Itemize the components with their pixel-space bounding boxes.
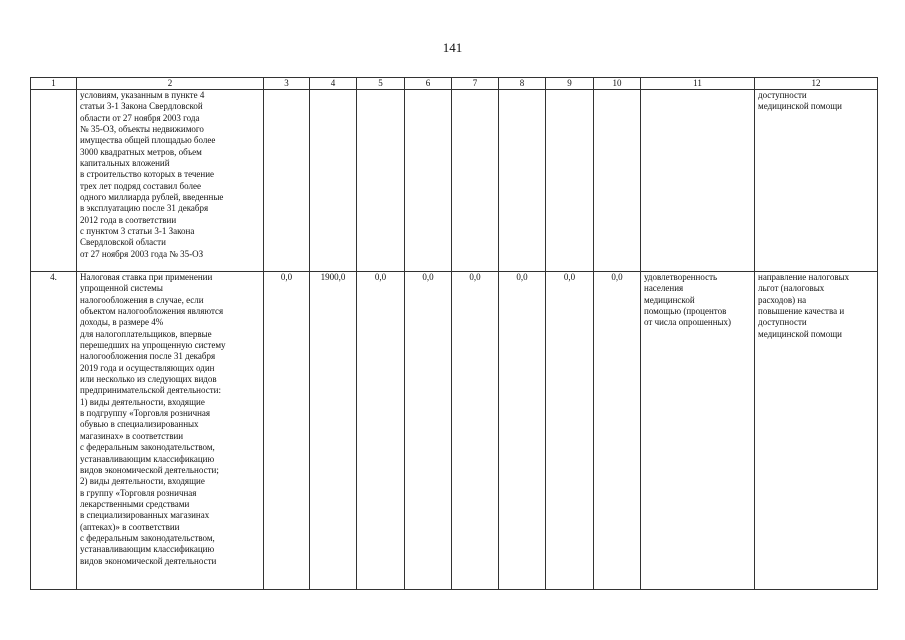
- description-line: от 27 ноября 2003 года № 35-ОЗ: [80, 248, 204, 259]
- direction-line: направление налоговых: [758, 272, 850, 282]
- description-line: одного миллиарда рублей, введенные: [80, 192, 224, 203]
- indicator-line: удовлетворенность: [644, 272, 718, 282]
- description-line: устанавливающим классификацию: [80, 544, 215, 555]
- description-line: перешедших на упрощенную систему: [80, 340, 226, 351]
- description-line: устанавливающим классификацию: [80, 453, 215, 464]
- direction-line: льгот (налоговых: [758, 283, 825, 294]
- description-line: 2012 года в соответствии: [80, 214, 177, 225]
- value-col-7: 0,0: [452, 272, 499, 590]
- value-col-5: [357, 90, 405, 272]
- value-col-5: 0,0: [357, 272, 405, 590]
- description-line: налогообложения в случае, если: [80, 294, 204, 305]
- value-col-8: [499, 90, 546, 272]
- description-line: предпринимательской деятельности:: [80, 385, 221, 396]
- value-col-6: [405, 90, 452, 272]
- description-line: с федеральным законодательством,: [80, 532, 215, 543]
- description-line: статьи 3-1 Закона Свердловской: [80, 101, 203, 112]
- direction-line: доступности: [758, 90, 807, 100]
- direction-line: расходов) на: [758, 294, 807, 305]
- value-col-3: 0,0: [264, 272, 310, 590]
- description-line: объектом налогообложения являются: [80, 306, 224, 317]
- description-line: упрощенной системы: [80, 283, 163, 294]
- indicator-cell: [641, 272, 755, 590]
- direction-line: медицинской помощи: [758, 328, 842, 339]
- row-description: [77, 272, 264, 590]
- value-col-6: 0,0: [405, 272, 452, 590]
- description-line: области от 27 ноября 2003 года: [80, 112, 200, 123]
- row-description: [77, 90, 264, 272]
- header-col-1: 1: [31, 78, 77, 90]
- header-col-5: 5: [357, 78, 405, 90]
- direction-line: медицинской помощи: [758, 101, 842, 112]
- description-line: видов экономической деятельности;: [80, 464, 219, 475]
- header-col-2: 2: [77, 78, 264, 90]
- header-col-9: 9: [546, 78, 594, 90]
- value-col-9: 0,0: [546, 272, 594, 590]
- header-col-8: 8: [499, 78, 546, 90]
- description-line: 1) виды деятельности, входящие: [80, 396, 205, 407]
- direction-line: повышение качества и: [758, 306, 845, 317]
- direction-cell: [755, 272, 878, 590]
- row-number: [31, 90, 77, 272]
- table-row: [31, 90, 878, 272]
- description-line: видов экономической деятельности: [80, 555, 217, 566]
- description-line: в группу «Торговля розничная: [80, 487, 197, 498]
- description-line: в подгруппу «Торговля розничная: [80, 408, 211, 419]
- header-col-7: 7: [452, 78, 499, 90]
- description-line: трех лет подряд составил более: [80, 180, 201, 191]
- indicators-table: [30, 77, 878, 590]
- header-col-11: 11: [641, 78, 755, 90]
- indicator-line: от числа опрошенных): [644, 317, 732, 328]
- header-col-4: 4: [310, 78, 357, 90]
- row-number: 4.: [31, 272, 77, 590]
- value-col-10: 0,0: [594, 272, 641, 590]
- description-line: доходы, в размере 4%: [80, 317, 164, 328]
- description-line: с федеральным законодательством,: [80, 442, 215, 453]
- description-line: в эксплуатацию после 31 декабря: [80, 203, 209, 214]
- indicator-cell: [641, 90, 755, 272]
- description-line: лекарственными средствами: [80, 498, 190, 509]
- indicator-line: медицинской: [644, 294, 695, 305]
- description-line: имущества общей площадью более: [80, 135, 216, 146]
- header-col-6: 6: [405, 78, 452, 90]
- description-line: для налогоплательщиков, впервые: [80, 328, 212, 339]
- header-row: [31, 78, 878, 90]
- header-col-3: 3: [264, 78, 310, 90]
- value-col-4: [310, 90, 357, 272]
- value-col-10: [594, 90, 641, 272]
- description-line: (аптеках)» в соответствии: [80, 521, 180, 532]
- description-line: с пунктом 3 статьи 3-1 Закона: [80, 226, 195, 237]
- description-line: Свердловской области: [80, 237, 166, 248]
- indicator-line: помощью (процентов: [644, 306, 727, 317]
- header-col-10: 10: [594, 78, 641, 90]
- value-col-3: [264, 90, 310, 272]
- description-line: № 35-ОЗ, объекты недвижимого: [80, 124, 204, 135]
- description-line: или несколько из следующих видов: [80, 374, 217, 385]
- description-line: капитальных вложений: [80, 158, 170, 169]
- description-line: 2019 года и осуществляющих один: [80, 362, 215, 373]
- description-line: условиям, указанным в пункте 4: [80, 90, 205, 100]
- description-line: обувью в специализированных: [80, 419, 199, 430]
- description-line: налогообложения после 31 декабря: [80, 351, 216, 362]
- description-line: Налоговая ставка при применении: [80, 272, 213, 282]
- direction-line: доступности: [758, 317, 807, 328]
- value-col-9: [546, 90, 594, 272]
- value-col-4: 1900,0: [310, 272, 357, 590]
- description-line: 3000 квадратных метров, объем: [80, 146, 202, 157]
- indicator-line: населения: [644, 283, 684, 294]
- description-line: магазинах» в соответствии: [80, 430, 184, 441]
- description-line: 2) виды деятельности, входящие: [80, 476, 205, 487]
- value-col-7: [452, 90, 499, 272]
- page-number: 141: [442, 40, 463, 55]
- description-line: в специализированных магазинах: [80, 510, 210, 521]
- header-col-12: 12: [755, 78, 878, 90]
- direction-cell: [755, 90, 878, 272]
- table-row: [31, 272, 878, 590]
- value-col-8: 0,0: [499, 272, 546, 590]
- description-line: в строительство которых в течение: [80, 169, 215, 180]
